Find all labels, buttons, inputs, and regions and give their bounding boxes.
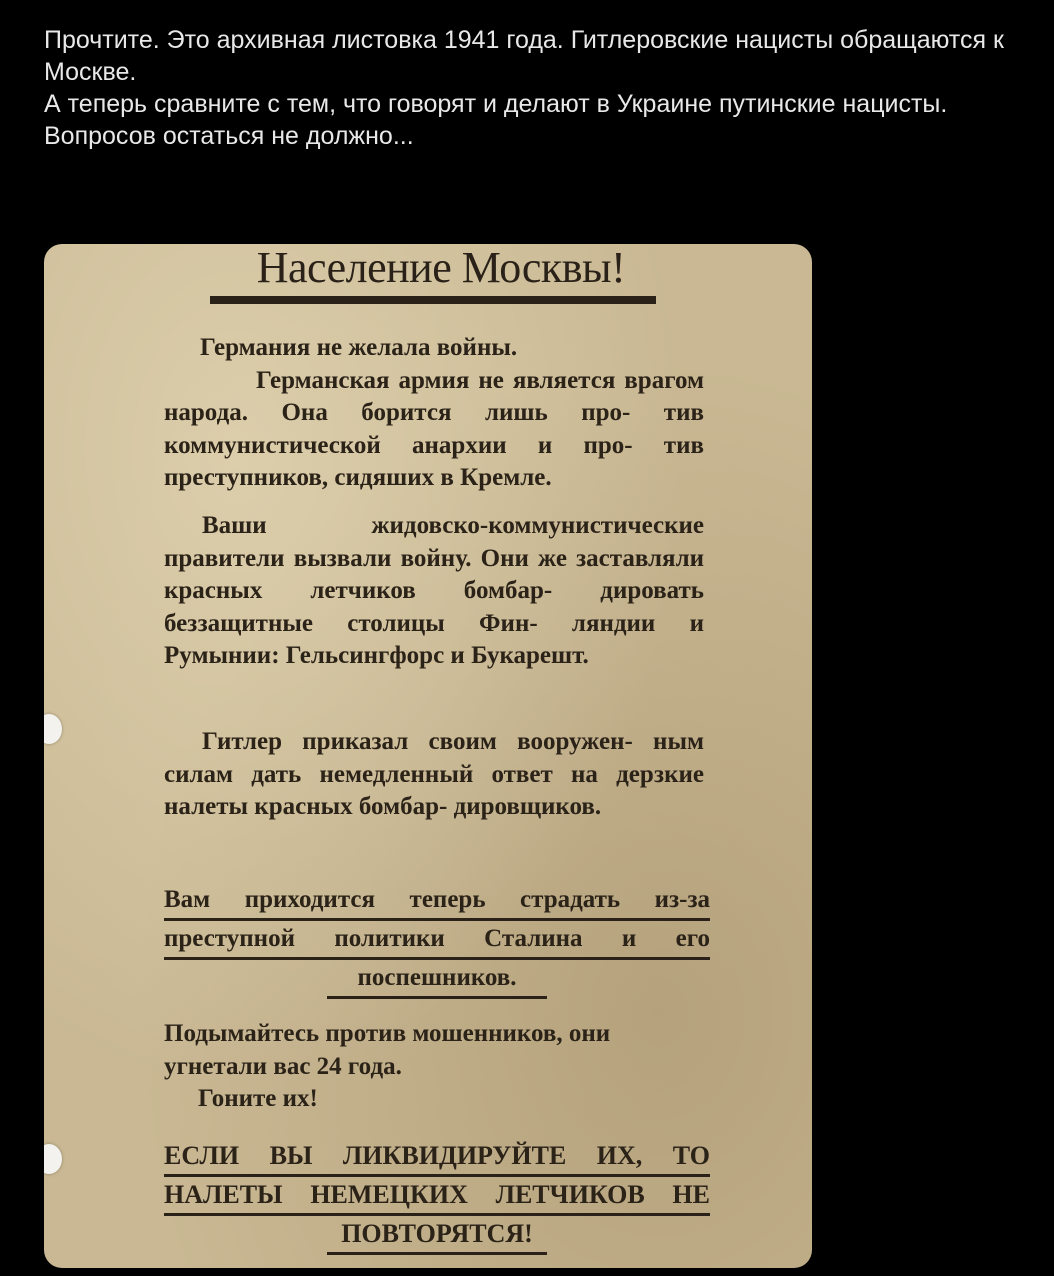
underlined-line: ПОВТОРЯТСЯ! (327, 1216, 547, 1255)
post-line-1: Прочтите. Это архивная листовка 1941 года. Гитлеровские нацисты обращаются к Москве. (44, 26, 1004, 86)
post-line-2: А теперь сравните с тем, что говорят и делают в Украине путинские нацисты. (44, 90, 948, 118)
leaflet-paragraph-4 (164, 1018, 704, 1116)
punch-hole (44, 714, 62, 744)
underlined-line: ЕСЛИ ВЫ ЛИКВИДИРУЙТЕ ИХ, ТО (164, 1138, 710, 1177)
leaflet-p4-line-3: Гоните их! (198, 1085, 318, 1113)
post-line-3: Вопросов остаться не должно... (44, 122, 414, 150)
underlined-line: поспешников. (327, 960, 547, 999)
leaflet-paragraph-3: Гитлер приказал своим вооружен- ным силам дать немедленный ответ на дерзкие налеты красных бомбар- дировщиков. (164, 728, 704, 821)
leaflet-photo[interactable] (44, 244, 812, 1268)
leaflet-underlined-block-1 (164, 882, 710, 999)
leaflet-title: Население Москвы! (256, 244, 626, 292)
punch-hole (44, 1144, 62, 1174)
underlined-line: преступной политики Сталина и его (164, 921, 710, 960)
underlined-line: Вам приходится теперь страдать из-за (164, 882, 710, 921)
leaflet-p1-rest: Германская армия не является врагом народа. Она борится лишь про- тив коммунистической анархии и про- тив преступников, сидяших в Кремле. (164, 366, 704, 492)
underlined-line: НАЛЕТЫ НЕМЕЦКИХ ЛЕТЧИКОВ НЕ (164, 1177, 710, 1216)
leaflet-p4-line-2: угнетали вас 24 года. (164, 1052, 402, 1080)
title-rule (210, 296, 656, 304)
leaflet-underlined-block-2 (164, 1138, 710, 1255)
leaflet-paragraph-2: Ваши жидовско-коммунистические правители вызвали войну. Они же заставляли красных летчиков бомбар- дировать беззащитные столицы Фин- ляндии и Румынии: Гельсингфорс и Букарешт. (164, 512, 704, 670)
post-text (44, 24, 1034, 152)
leaflet-paragraph-1 (164, 332, 704, 495)
leaflet-p1-line-1: Германия не желала войны. (200, 334, 518, 361)
leaflet-p4-line-1: Подымайтесь против мошенников, они (164, 1020, 611, 1047)
